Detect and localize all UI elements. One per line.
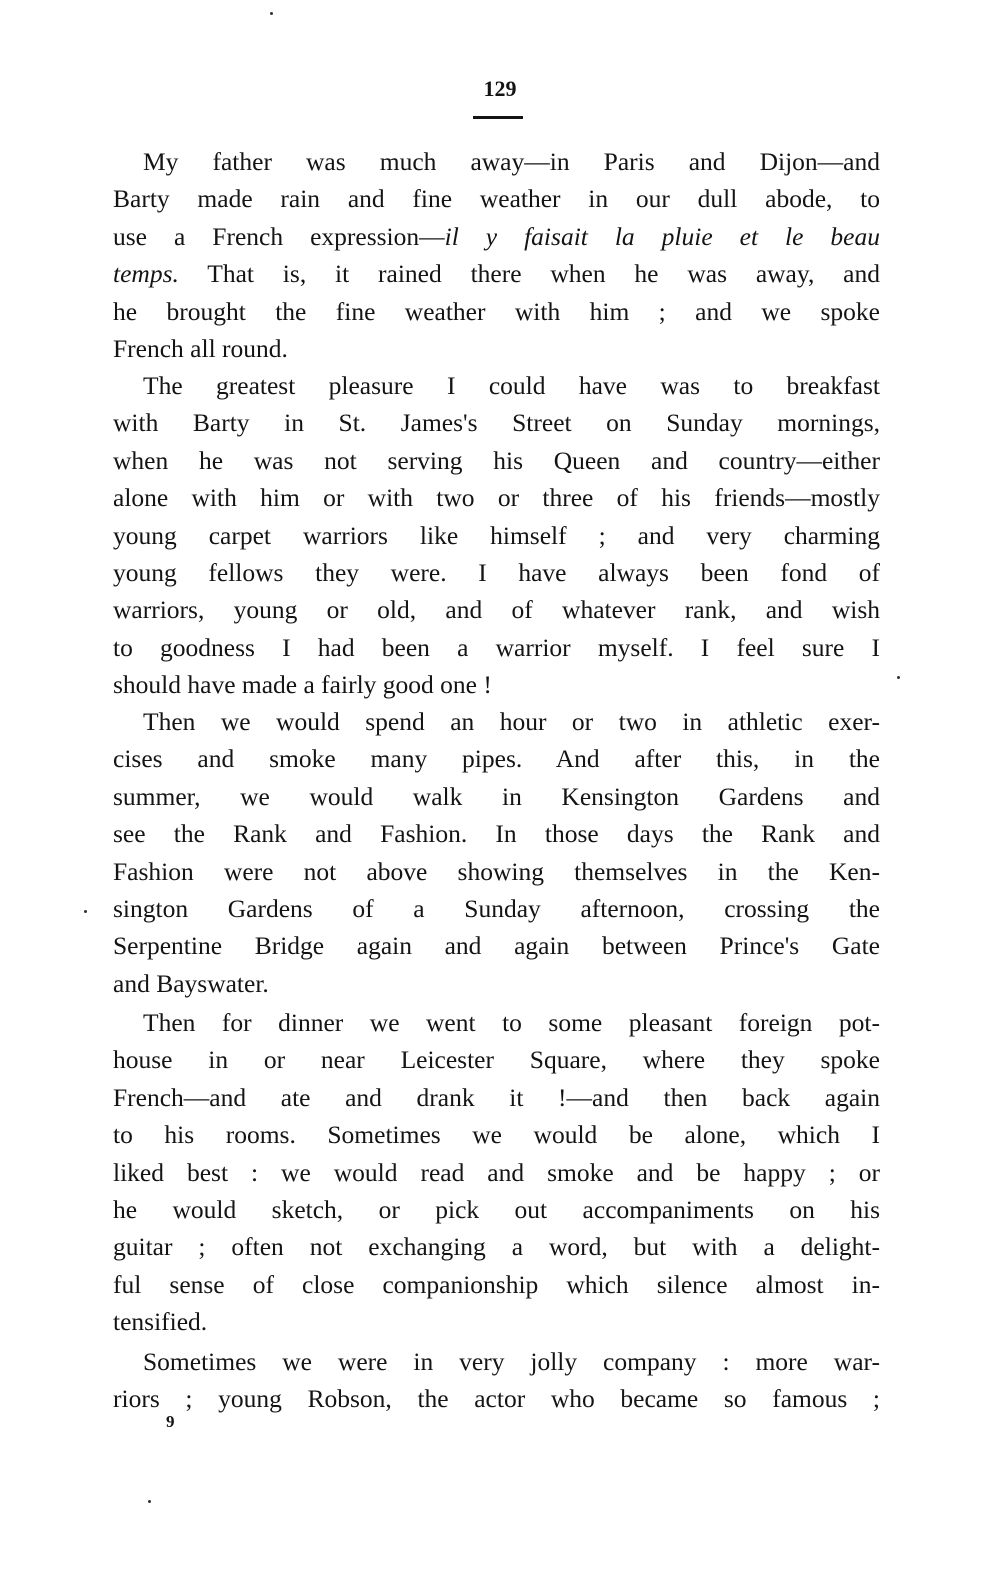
text-segment: Then for dinner we went to some pleasant foreign pot- <box>143 1008 880 1037</box>
text-segment: tensified. <box>113 1307 208 1337</box>
text-segment: French all round. <box>113 334 288 363</box>
text-line <box>113 633 880 663</box>
text-segment: see the Rank and Fashion. In those days the Rank and <box>113 819 880 849</box>
text-segment: ful sense of close companionship which silence almost in- <box>113 1269 880 1299</box>
text-line <box>143 1008 880 1038</box>
text-line <box>143 1347 880 1377</box>
text-line <box>113 595 880 625</box>
text-segment: French—and ate and drank it !—and then back again <box>113 1082 880 1112</box>
text-line <box>143 707 880 737</box>
page-number: 129 <box>483 76 517 101</box>
text-line <box>113 819 880 849</box>
text-segment: Fashion were not above showing themselves in the Ken- <box>113 856 880 886</box>
text-line <box>113 1120 880 1150</box>
text-line <box>113 1307 880 1337</box>
text-segment: when he was not serving his Queen and country—either <box>113 445 880 475</box>
text-line <box>113 1158 880 1188</box>
text-line <box>113 744 880 774</box>
text-segment: young fellows they were. I have always been fond of <box>113 558 880 587</box>
text-segment: cises and smoke many pipes. And after this, in the <box>113 744 880 774</box>
scan-speck <box>270 12 273 15</box>
text-line <box>113 408 880 438</box>
scan-speck <box>84 910 87 913</box>
text-segment: to his rooms. Sometimes we would be alone, which I <box>113 1120 880 1150</box>
scan-speck <box>148 1500 151 1503</box>
text-line <box>113 782 880 812</box>
text-segment: riors ; young Robson, the actor who became so famous ; <box>113 1384 880 1414</box>
signature-mark: 9 <box>166 1412 175 1431</box>
text-line <box>113 969 880 999</box>
italic-text: il y faisait la pluie et le beau <box>444 221 880 251</box>
text-segment: liked best : we would read and smoke and be happy ; or <box>113 1157 880 1187</box>
text-line <box>113 1270 880 1300</box>
text-line <box>143 147 880 177</box>
text-segment: use a French expression— <box>113 221 445 251</box>
text-line <box>113 1083 880 1113</box>
header-rule <box>473 116 523 119</box>
text-line <box>113 931 880 961</box>
text-line <box>113 259 880 289</box>
text-segment: alone with him or with two or three of his friends—mostly <box>113 483 880 513</box>
text-segment: he would sketch, or pick out accompaniments on his <box>113 1195 880 1224</box>
text-line <box>113 1195 880 1225</box>
text-segment: guitar ; often not exchanging a word, but with a delight- <box>113 1232 880 1262</box>
text-line <box>113 1232 880 1262</box>
text-segment: My father was much away—in Paris and Dijon—and <box>143 147 880 176</box>
text-segment: sington Gardens of a Sunday afternoon, crossing the <box>113 894 880 923</box>
text-line <box>113 446 880 476</box>
text-segment: he brought the fine weather with him ; and we spoke <box>113 296 880 326</box>
text-segment: warriors, young or old, and of whatever rank, and wish <box>113 595 880 625</box>
text-line <box>113 558 880 588</box>
text-segment: with Barty in St. James's Street on Sunday mornings, <box>113 408 880 438</box>
text-segment: That is, it rained there when he was away, and <box>178 259 880 289</box>
text-segment: young carpet warriors like himself ; and very charming <box>113 520 880 550</box>
text-segment: should have made a fairly good one ! <box>113 670 492 700</box>
text-segment: and Bayswater. <box>113 968 269 998</box>
text-line <box>113 1384 880 1414</box>
text-line <box>113 521 880 551</box>
text-segment: Barty made rain and fine weather in our dull abode, to <box>113 184 880 214</box>
text-line <box>113 184 880 214</box>
text-line <box>143 371 880 401</box>
text-line <box>113 1045 880 1075</box>
text-segment: summer, we would walk in Kensington Gardens and <box>113 781 880 811</box>
text-segment: house in or near Leicester Square, where they spoke <box>113 1045 880 1075</box>
text-segment: Serpentine Bridge again and again between Prince's Gate <box>113 931 880 961</box>
text-segment: to goodness I had been a warrior myself. I feel sure I <box>113 632 880 662</box>
text-line <box>113 297 880 327</box>
text-line <box>113 334 880 364</box>
text-line <box>113 483 880 513</box>
scan-speck <box>897 676 900 679</box>
text-segment: The greatest pleasure I could have was to breakfast <box>143 371 880 400</box>
text-line <box>113 857 880 887</box>
text-segment: Sometimes we were in very jolly company : more war- <box>143 1347 880 1376</box>
italic-text: temps. <box>113 259 179 289</box>
text-line <box>113 222 880 252</box>
text-segment: Then we would spend an hour or two in athletic exer- <box>143 707 880 736</box>
text-line <box>113 670 880 700</box>
text-line <box>113 894 880 924</box>
